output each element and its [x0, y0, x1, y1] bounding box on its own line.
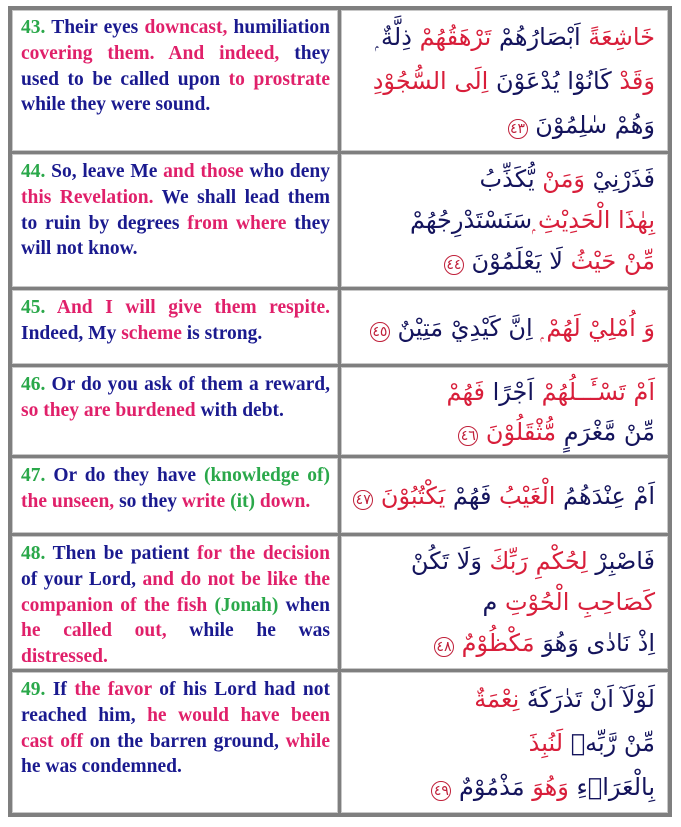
text-segment: اَمْ عِنْدَهُمُ: [555, 482, 655, 510]
verse-row: [12, 154, 668, 287]
text-segment: مَذْمُوْمٌ: [451, 773, 525, 801]
text-segment: اَمْ تَسْـَٔــلُهُمْ: [534, 378, 655, 406]
arabic-line: [350, 15, 655, 59]
text-segment: مِّنْ مَّغْرَمٍ: [556, 418, 655, 446]
text-segment: يُّكَذِّبُ: [479, 165, 535, 193]
arabic-line: [350, 159, 655, 200]
text-segment: لَنُبِذَ: [528, 729, 564, 757]
arabic-line: [350, 295, 655, 361]
text-segment: he called out,: [21, 620, 167, 642]
verse-end-marker: ٤٧: [353, 490, 373, 510]
text-segment: on the barren ground,: [82, 730, 286, 752]
verse-translation: [12, 672, 338, 813]
verse-row: [12, 367, 668, 455]
text-segment: Their eyes: [45, 17, 145, 38]
text-segment: 46.: [21, 374, 46, 395]
text-segment: تَرْهَقُهُمْ: [411, 23, 492, 51]
text-segment: م: [482, 588, 498, 616]
verse-arabic: [341, 154, 668, 287]
text-segment: the unseen,: [21, 490, 115, 512]
arabic-line: [350, 623, 655, 664]
text-segment: وَ اُمْلِيْ لَهُمْ: [540, 314, 655, 342]
text-segment: scheme: [121, 322, 182, 344]
text-segment: وَهُمْ سٰلِمُوْنَ: [527, 111, 655, 139]
arabic-line: [350, 677, 655, 721]
verse-translation: [12, 536, 338, 669]
text-segment: 48.: [21, 543, 46, 564]
text-segment: 47.: [21, 465, 46, 486]
verse-arabic: [341, 536, 668, 669]
text-segment: they will not know.: [21, 212, 330, 260]
verse-arabic: [341, 367, 668, 455]
text-segment: while: [285, 730, 330, 752]
text-segment: فَهُمْ: [446, 378, 485, 406]
text-segment: تَدٰرَكَهٗ: [519, 685, 583, 713]
text-segment: وَهُوَ: [524, 773, 569, 801]
text-segment: when: [278, 594, 330, 616]
arabic-line: [350, 412, 655, 452]
text-segment: كَصَاحِبِ الْحُوْتِ: [497, 588, 655, 616]
text-segment: (Jonah): [207, 594, 279, 616]
text-segment: 43.: [21, 17, 46, 38]
text-segment: for the decision: [196, 543, 331, 564]
text-segment: Or do they have: [45, 465, 204, 486]
text-segment: نِعْمَةٌ: [474, 685, 520, 713]
verse-arabic: [341, 290, 668, 364]
verse-translation: [12, 367, 338, 455]
text-segment: مُّثْقَلُوْنَ: [478, 418, 557, 446]
text-segment: and do not be like the companion of the fish: [21, 568, 330, 616]
verse-arabic: [341, 10, 668, 151]
verse-arabic: [341, 672, 668, 813]
verse-row: [12, 536, 668, 669]
text-segment: If: [45, 679, 75, 700]
verse-arabic: [341, 458, 668, 533]
text-segment: ۭ اِنَّ كَيْدِيْ مَتِيْنٌ: [389, 314, 541, 342]
text-segment: is strong.: [181, 322, 263, 344]
verse-translation: [12, 154, 338, 287]
text-segment: اِذْ نَادٰى: [578, 629, 655, 657]
text-segment: يَكْتُبُوْنَ: [373, 482, 446, 510]
text-segment: اَجْرًا: [485, 378, 535, 406]
text-segment: humiliation: [227, 17, 330, 38]
text-segment: to prostrate: [228, 68, 331, 90]
text-segment: (knowledge of): [203, 465, 331, 486]
text-segment: فَاصْبِرْ: [587, 547, 655, 575]
text-segment: from where: [187, 212, 287, 234]
arabic-line: [350, 582, 655, 623]
text-segment: وَلَا تَكُنْ: [410, 547, 482, 575]
text-segment: مِّنْ حَيْثُ: [562, 247, 655, 275]
text-segment: فَهُمْ: [445, 482, 492, 510]
verse-row: [12, 290, 668, 364]
text-segment: so they are burdened: [21, 399, 196, 421]
text-segment: of your Lord,: [21, 568, 137, 590]
arabic-line: [350, 200, 655, 241]
text-segment: بِالْعَرَاۗءِ: [568, 773, 655, 801]
text-segment: ذِلَّةٌ ۭ: [375, 23, 412, 51]
text-segment: 45.: [21, 297, 46, 318]
text-segment: ۭسَنَسْتَدْرِجُهُمْ: [409, 206, 533, 234]
text-segment: so they: [114, 490, 182, 512]
text-segment: downcast,: [144, 17, 228, 38]
text-segment: Indeed, My: [21, 322, 122, 344]
text-segment: الْغَيْبُ: [491, 482, 556, 510]
verse-translation: [12, 10, 338, 151]
verse-translation: [12, 458, 338, 533]
text-segment: لَا يَعْلَمُوْنَ: [463, 247, 563, 275]
text-segment: he would have been cast off: [21, 704, 330, 752]
verse-end-marker: ٤٥: [370, 322, 390, 342]
verse-table: [8, 6, 672, 817]
verse-row: [12, 672, 668, 813]
arabic-line: [350, 372, 655, 412]
arabic-line: [350, 541, 655, 582]
text-segment: We shall lead them to ruin by degrees: [21, 186, 330, 234]
text-segment: he was condemned.: [21, 756, 182, 778]
text-segment: (it): [225, 490, 255, 512]
text-segment: اِلَى السُّجُوْدِ: [372, 67, 489, 95]
text-segment: 49.: [21, 679, 46, 700]
text-segment: So, leave Me: [45, 161, 164, 182]
verse-row: [12, 458, 668, 533]
text-segment: And I will give them respite.: [45, 297, 330, 318]
text-segment: Then be patient: [45, 543, 197, 564]
verse-end-marker: ٤٤: [444, 255, 464, 275]
text-segment: write: [181, 490, 226, 512]
arabic-line: [350, 463, 655, 530]
text-segment: this Revelation.: [21, 186, 154, 208]
text-segment: مِّنْ رَّبِّهٖ: [563, 729, 655, 757]
text-segment: Or do you ask of them a reward,: [45, 374, 330, 395]
verse-end-marker: ٤٨: [434, 637, 454, 657]
verse-end-marker: ٤٦: [458, 426, 478, 446]
text-segment: لَوْلَآ اَنْ: [582, 685, 655, 713]
text-segment: while he was: [166, 620, 330, 642]
arabic-line: [350, 103, 655, 147]
verse-end-marker: ٤٣: [508, 119, 528, 139]
arabic-line: [350, 765, 655, 809]
text-segment: وَهُوَ: [534, 629, 579, 657]
arabic-line: [350, 721, 655, 765]
text-segment: وَقَدْ: [611, 67, 655, 95]
text-segment: while they were sound.: [21, 94, 211, 116]
text-segment: distressed.: [21, 646, 108, 668]
verse-translation: [12, 290, 338, 364]
text-segment: the favor: [74, 679, 152, 700]
text-segment: and those: [163, 161, 244, 182]
text-segment: بِهٰذَا الْحَدِيْثِ: [532, 206, 655, 234]
arabic-line: [350, 59, 655, 103]
text-segment: who deny: [243, 161, 330, 182]
text-segment: خَاشِعَةً: [580, 23, 655, 51]
text-segment: كَانُوْا يُدْعَوْنَ: [488, 67, 612, 95]
verse-end-marker: ٤٩: [431, 781, 451, 801]
text-segment: فَذَرْنِيْ: [585, 165, 655, 193]
text-segment: they used to be called upon: [21, 42, 330, 90]
text-segment: مَكْظُوْمٌ: [453, 629, 535, 657]
text-segment: down.: [255, 490, 311, 512]
arabic-line: [350, 241, 655, 282]
text-segment: وَمَنْ: [534, 165, 586, 193]
text-segment: لِحُكْمِ رَبِّكَ: [481, 547, 588, 575]
text-segment: covering them. And indeed,: [21, 42, 280, 64]
verse-row: [12, 10, 668, 151]
text-segment: of his Lord had not reached him,: [21, 679, 330, 726]
text-segment: 44.: [21, 161, 46, 182]
text-segment: with debt.: [195, 399, 284, 421]
text-segment: اَبْصَارُهُمْ: [491, 23, 581, 51]
